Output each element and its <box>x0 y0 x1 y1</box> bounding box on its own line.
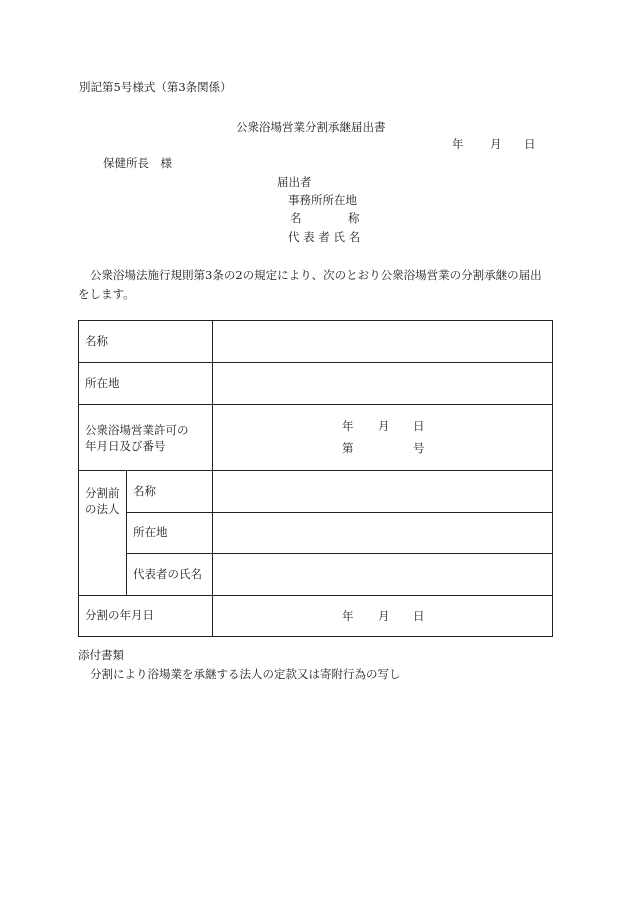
permit-value[interactable] <box>213 405 553 471</box>
permit-label <box>79 405 213 471</box>
pre-location-label: 所在地 <box>127 513 213 554</box>
split-month: 月 <box>378 609 390 623</box>
location-label: 所在地 <box>79 363 213 405</box>
split-date-label: 分割の年月日 <box>79 596 213 637</box>
permit-label-line1: 公衆浴場営業許可の <box>85 422 189 437</box>
body-text-line1: 公衆浴場法施行規則第3条の2の規定により、次のとおり公衆浴場営業の分割承継の届出 <box>90 268 542 282</box>
split-year: 年 <box>342 609 354 623</box>
permit-dai: 第 <box>342 441 354 455</box>
permit-label-line2: 年月日及び番号 <box>85 438 166 453</box>
pre-split-label-line2: の法人 <box>85 502 120 516</box>
applicant-heading: 届出者 <box>277 175 312 189</box>
name-label: 名称 <box>79 321 213 363</box>
pre-name-label: 名称 <box>127 471 213 513</box>
document-title: 公衆浴場営業分割承継届出書 <box>236 120 386 134</box>
addressee: 保健所長 様 <box>103 156 172 170</box>
location-value[interactable] <box>213 363 553 405</box>
applicant-office-label: 事務所所在地 <box>288 193 357 207</box>
pre-split-label-line1: 分割前 <box>85 486 120 500</box>
name-value[interactable] <box>213 321 553 363</box>
pre-split-corp-label <box>79 471 127 596</box>
attachments-heading: 添付書類 <box>78 648 124 662</box>
attachment-item: 分割により浴場業を承継する法人の定款又は寄附行為の写し <box>90 667 401 681</box>
applicant-rep-label: 代 表 者 氏 名 <box>288 230 361 244</box>
table-row <box>79 471 553 513</box>
permit-day: 日 <box>413 419 425 433</box>
date-year: 年 <box>452 137 464 151</box>
pre-name-value[interactable] <box>213 471 553 513</box>
pre-rep-value[interactable] <box>213 554 553 596</box>
split-date-value[interactable] <box>213 596 553 637</box>
permit-go: 号 <box>413 441 425 455</box>
table-row <box>79 363 553 405</box>
table-row <box>79 405 553 471</box>
applicant-name-label-2: 称 <box>348 211 360 225</box>
split-day: 日 <box>413 609 425 623</box>
pre-location-value[interactable] <box>213 513 553 554</box>
date-day: 日 <box>524 137 536 151</box>
permit-year: 年 <box>342 419 354 433</box>
permit-month: 月 <box>378 419 390 433</box>
applicant-name-label-1: 名 <box>290 211 302 225</box>
table-row <box>79 554 553 596</box>
body-text-line2: をします。 <box>78 287 135 301</box>
table-row <box>79 596 553 637</box>
form-number: 別記第5号様式（第3条関係） <box>79 80 232 94</box>
table-row <box>79 513 553 554</box>
notification-table <box>78 320 553 637</box>
date-month: 月 <box>490 137 502 151</box>
pre-rep-label: 代表者の氏名 <box>127 554 213 596</box>
table-row <box>79 321 553 363</box>
